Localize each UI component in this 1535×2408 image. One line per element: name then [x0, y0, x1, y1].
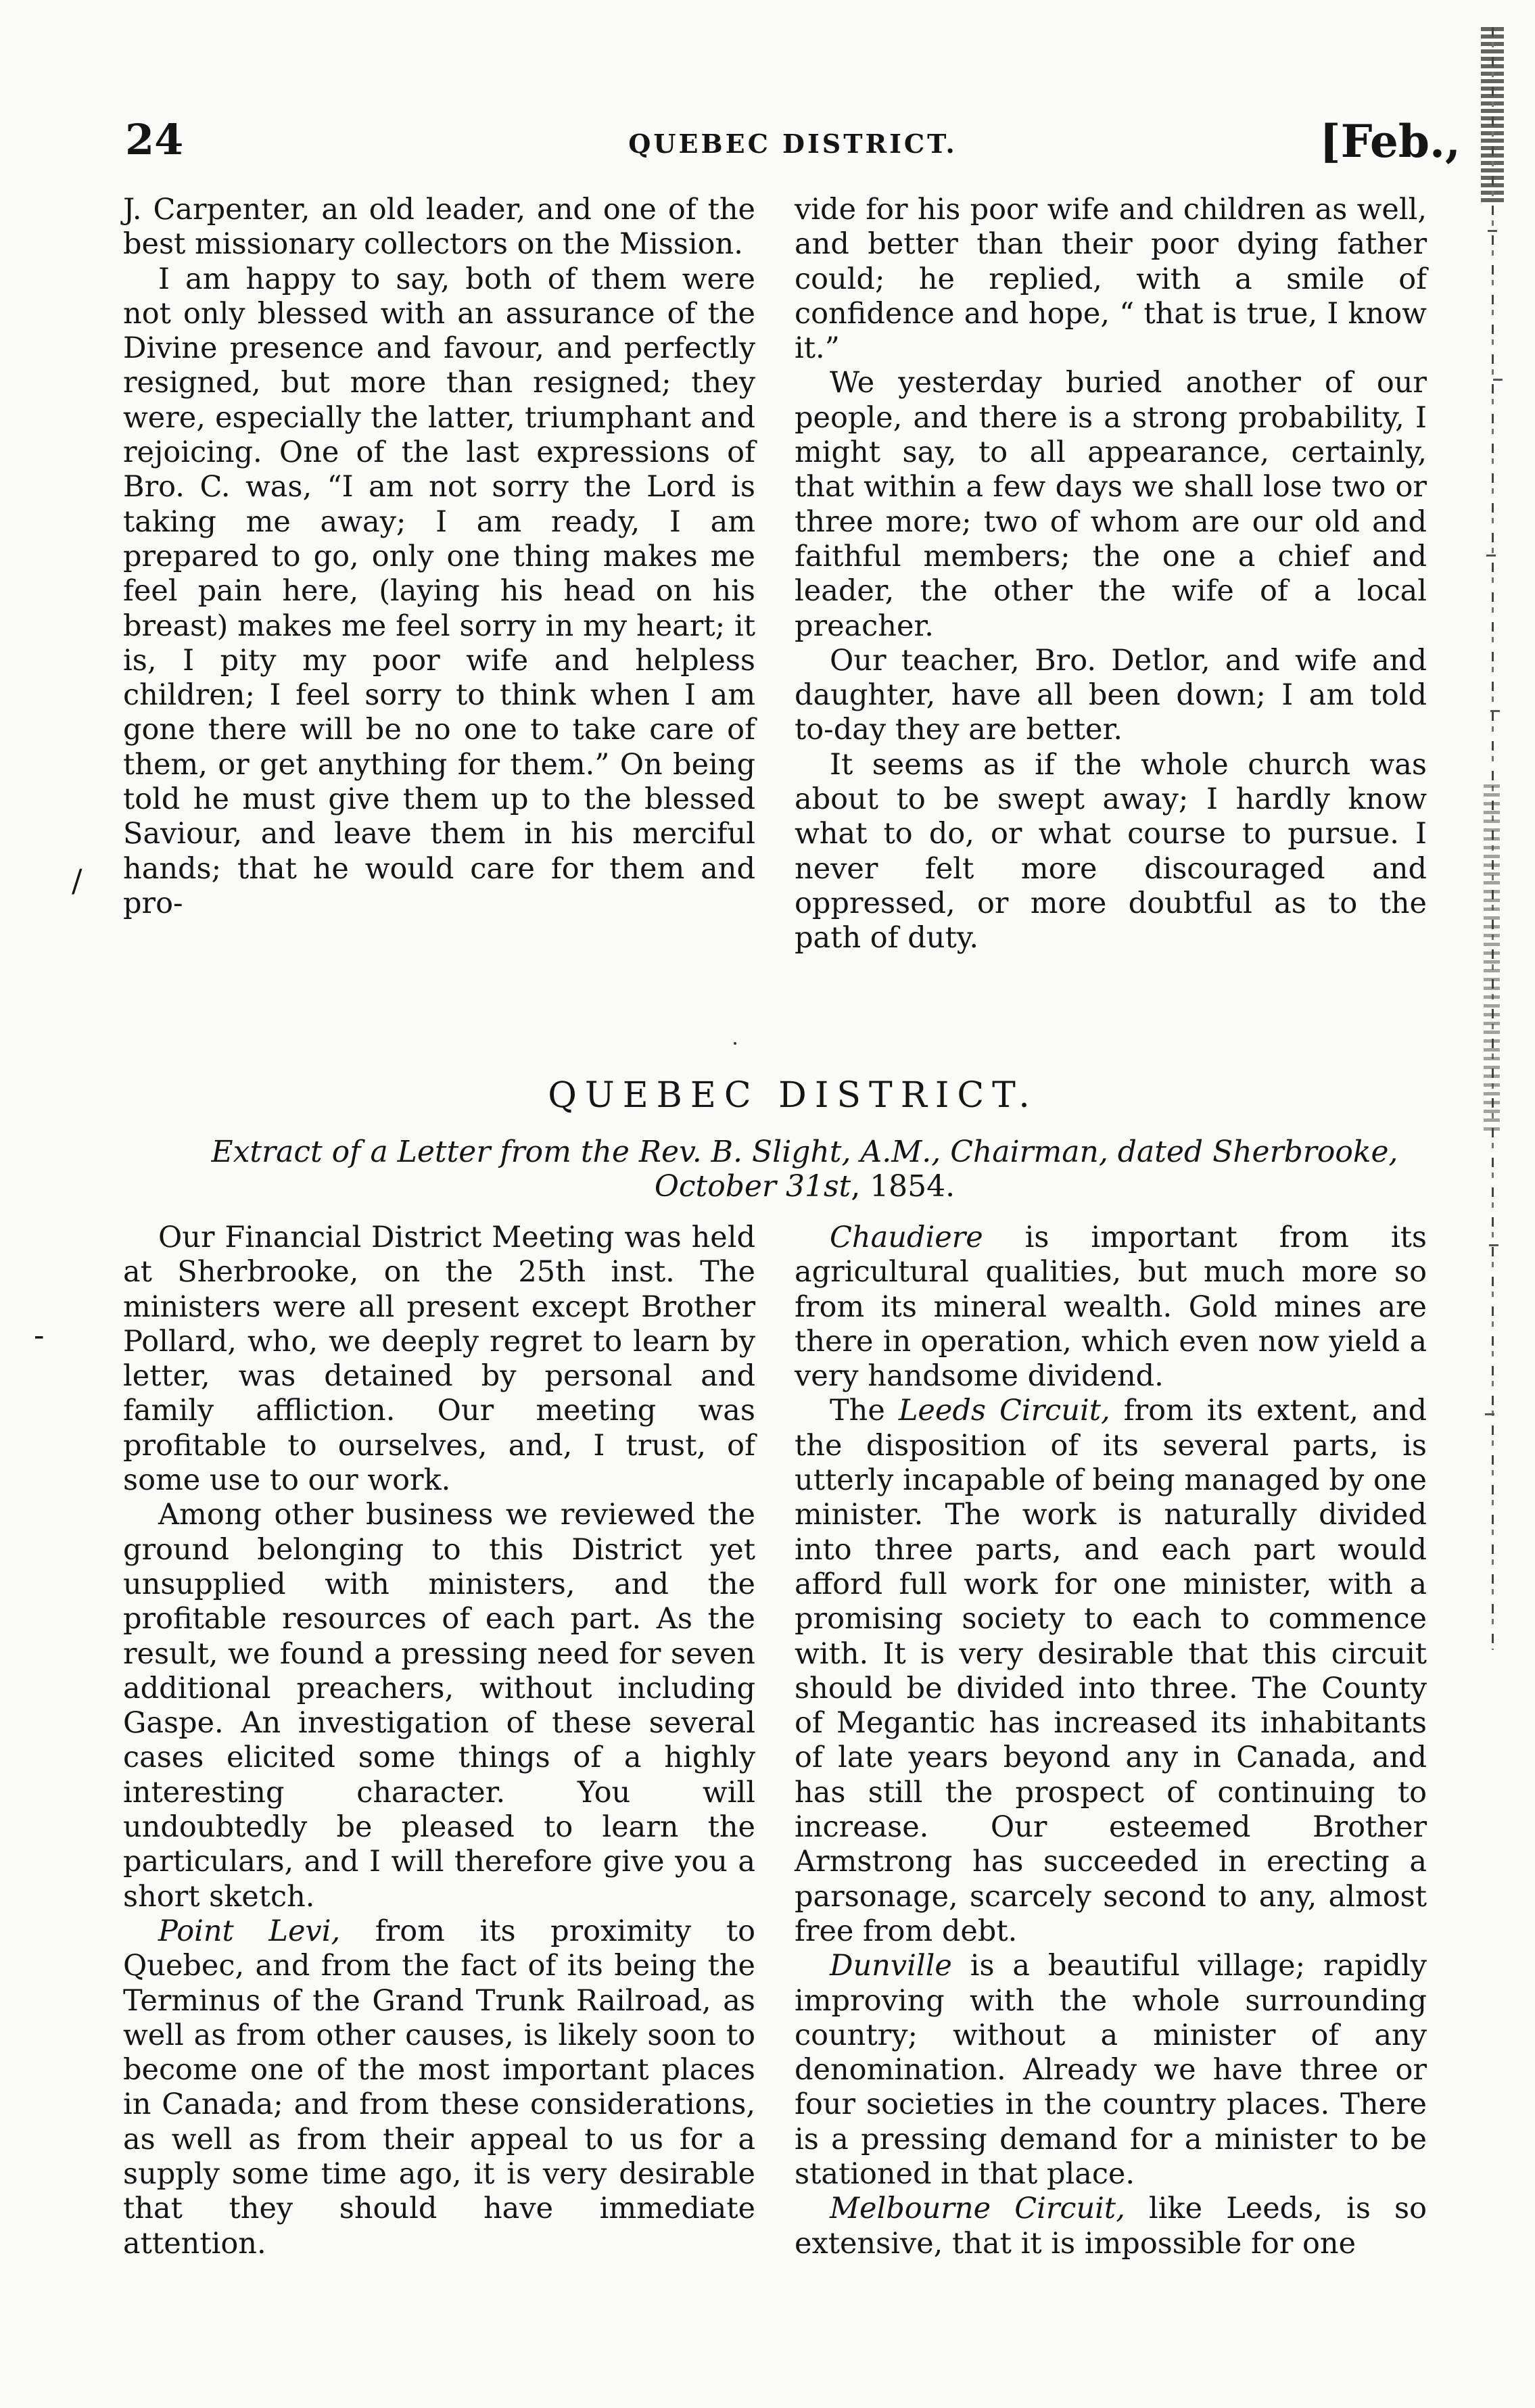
- paragraph-text: from its extent, and the disposition of its several parts, is utterly incapable of being managed by one minister. The work is naturally divided into three parts, and each part would afford full work for one minister, with a promising society to each to commence with. It is very desirable that this circuit should be divided into three. The County of Megantic has increased its inhabitants of late years beyond any in Canada, and has still the prospect of continuing to increase. Our esteemed Brother Armstrong has succeeded in erecting a parsonage, scarcely second to any, almost free from debt.: [795, 1394, 1427, 1948]
- paragraph: Our teacher, Bro. Detlor, and wife and daughter, have all been down; I am told to-day they are better.: [795, 643, 1427, 747]
- page-number: 24: [125, 115, 184, 164]
- paragraph-melbourne: [795, 2192, 1427, 2261]
- paragraph-text: is a beautiful village; rapidly improving with the whole surrounding country; without a minister of any denomination. Already we have three or four societies in the country places. There is a pressing demand for a minister to be stationed in that place.: [795, 1949, 1427, 2192]
- running-month: [Feb.,: [1319, 115, 1461, 168]
- edge-tick: [1490, 710, 1500, 712]
- edge-tick: [1493, 379, 1503, 381]
- column-top-left: [123, 193, 755, 921]
- place-name: Leeds Circuit,: [898, 1394, 1110, 1428]
- edge-tick: [1485, 1413, 1494, 1415]
- edge-tick: [1488, 230, 1497, 232]
- section-title: QUEBEC DISTRICT.: [548, 1075, 1038, 1116]
- paragraph-point-levi: [123, 1914, 755, 2261]
- place-name: Point Levi,: [158, 1914, 341, 1948]
- letter-extract-heading: [183, 1135, 1427, 1204]
- column-bottom-left: [123, 1221, 755, 2261]
- paragraph-leeds: [795, 1394, 1427, 1949]
- scan-blot: [1484, 784, 1500, 1136]
- place-name: Chaudiere: [830, 1221, 983, 1254]
- extract-line: Extract of a Letter from the Rev. B. Slight, A.M., Chairman, dated Sherbrooke,: [211, 1135, 1398, 1169]
- margin-pencil-mark: -: [34, 1317, 45, 1353]
- page-header: [125, 115, 1461, 176]
- paragraph: J. Carpenter, an old leader, and one of the best missionary collectors on the Mission.: [123, 193, 755, 262]
- paragraph-chaudiere: [795, 1221, 1427, 1394]
- paragraph-text: from its proximity to Quebec, and from the fact of its being the Terminus of the Grand Trunk Railroad, as well as from other causes, is likely soon to become one of the most important places in Canada; and from these considerations, as well as from their appeal to us for a supply some time ago, it is very desirable that they should have immediate attention.: [123, 1914, 755, 2261]
- extract-date: October 31: [654, 1169, 824, 1204]
- edge-tick: [1489, 1244, 1498, 1246]
- place-name: Dunville: [830, 1949, 952, 1983]
- paragraph-text: is important from its agricultural qualities, but much more so from its mineral wealth. Gold mines are there in operation, which even now yield a very handsome dividend.: [795, 1221, 1427, 1394]
- margin-pencil-mark: /: [72, 862, 82, 899]
- divider-dot: [734, 1042, 736, 1045]
- paragraph: vide for his poor wife and children as well, and better than their poor dying father could; he replied, with a smile of confidence and hope, “ that is true, I know it.”: [795, 193, 1427, 366]
- place-name: Melbourne Circuit,: [830, 2192, 1125, 2226]
- paragraph: Among other business we reviewed the ground belonging to this District yet unsupplied with ministers, and the profitable resources of each part. As the result, we found a pressing need for seven additional preachers, without including Gaspe. An investigation of these several cases elicited some things of a highly interesting character. You will undoubtedly be pleased to learn the particulars, and I will therefore give you a short sketch.: [123, 1498, 755, 1914]
- paragraph: Our Financial District Meeting was held at Sherbrooke, on the 25th inst. The ministers were all present except Brother Pollard, who, we deeply regret to learn by letter, was detained by personal and family affliction. Our meeting was profitable to ourselves, and, I trust, of some use to our work.: [123, 1221, 755, 1498]
- extract-year: , 1854.: [851, 1169, 955, 1204]
- paragraph-text: The: [830, 1394, 899, 1428]
- paragraph: We yesterday buried another of our people, and there is a strong probability, I might say, to all appearance, certainly, that within a few days we shall lose two or three more; two of whom are our old and faithful members; the one a chief and leader, the other the wife of a local preacher.: [795, 366, 1427, 643]
- paragraph: I am happy to say, both of them were not only blessed with an assurance of the Divine presence and favour, and perfectly resigned, but more than resigned; they were, especially the latter, triumphant and rejoicing. One of the last expressions of Bro. C. was, “I am not sorry the Lord is taking me away; I am ready, I am prepared to go, only one thing makes me feel pain here, (laying his head on his breast) makes me feel sorry in my heart; it is, I pity my poor wife and helpless children; I feel sorry to think when I am gone there will be no one to take care of them, or get anything for them.” On being told he must give them up to the blessed Saviour, and leave them in his merciful hands; that he would care for them and pro-: [123, 262, 755, 920]
- paragraph: It seems as if the whole church was about to be swept away; I hardly know what to do, or what course to pursue. I never felt more discouraged and oppressed, or more doubtful as to the path of duty.: [795, 747, 1427, 955]
- running-title: QUEBEC DISTRICT.: [628, 128, 958, 159]
- paragraph-dunville: [795, 1949, 1427, 2192]
- binding-edge-artifact: [1473, 27, 1513, 1650]
- extract-date-suffix: st: [823, 1169, 851, 1204]
- column-top-right: [795, 193, 1427, 956]
- edge-tick: [1486, 554, 1496, 557]
- paragraph-text: like Leeds, is so extensive, that it is impossible for one: [795, 2192, 1427, 2261]
- column-bottom-right: [795, 1221, 1427, 2261]
